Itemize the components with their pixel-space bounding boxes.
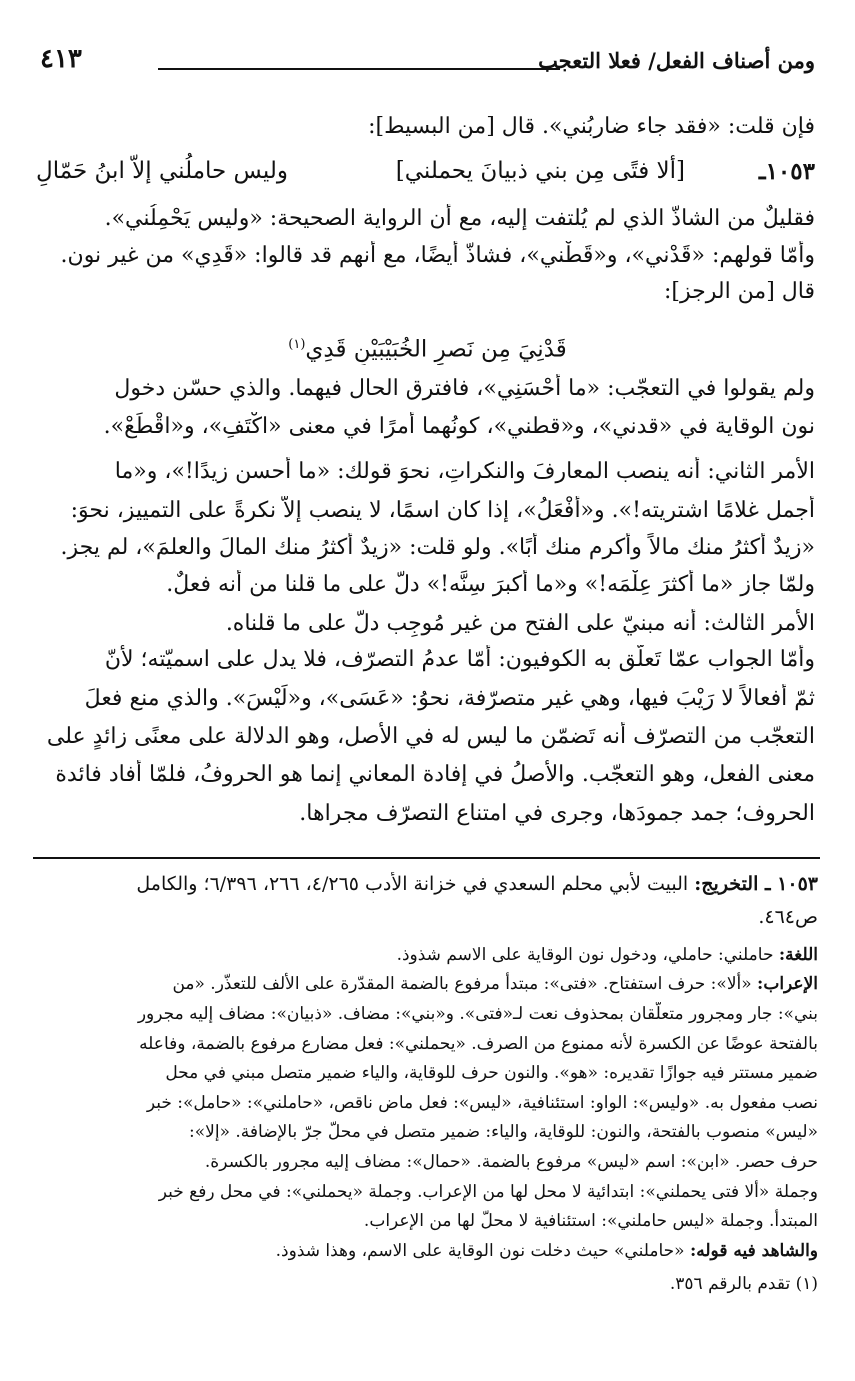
text-line: أجمل غلامًا اشتريته!». و«أفْعَلُ»، إذا كان اسمًا، لا ينصب إلاّ نكرةً على التمييز، نحوَ: xyxy=(70,498,815,523)
text-line: ثمّ أفعالاً لا رَيْبَ فيها، وهي غير متصرّفة، نحوُ: «عَسَى»، و«لَيْسَ». والذي منع فعلَ xyxy=(84,686,815,711)
text-line: وأمّا الجواب عمّا تَعلّق به الكوفيون: أمّا عدمُ التصرّف، فلا يدل على اسميّته؛ لأنّ xyxy=(104,647,815,672)
text-line: معنى الفعل، وهو التعجّب. والأصلُ في إفادة المعاني إنما هو الحروفُ، فلمّا أفاد فائدة xyxy=(55,762,815,787)
footnote-text: حاملني: حاملي، ودخول نون الوقاية على الاسم شذوذ. xyxy=(396,945,779,965)
footnote-rule xyxy=(33,857,820,859)
footnote-line: وجملة «ألا فتى يحملني»: ابتدائية لا محل لها من الإعراب. وجملة «يحملني»: في محل رفع خبر xyxy=(158,1182,818,1202)
text-line: ولمّا جاز «ما أكثرَ عِلْمَه!» و«ما أكبرَ سِنَّه!» دلّ على ما قلنا من أنه فعلٌ. xyxy=(166,572,815,597)
footnote-line: (١) تقدم بالرقم ٣٥٦. xyxy=(669,1274,818,1294)
page-number: ٤١٣ xyxy=(40,44,82,74)
verse-number: ١٠٥٣ـ xyxy=(758,158,815,185)
footnote-line: بالفتحة عوضًا عن الكسرة لأنه ممنوع من الصرف. «يحملني»: فعل مضارع مرفوع بالضمة، وفاعله xyxy=(139,1034,818,1054)
text-line: التعجّب من التصرّف أنه تَضمّن ما ليس له في الأصل، وهو الدلالة على معنًى زائدٍ على xyxy=(46,724,815,749)
footnote-line xyxy=(40,972,818,996)
footnote-label: والشاهد فيه قوله: xyxy=(689,1241,818,1261)
footnote-label: الإعراب: xyxy=(757,974,818,994)
text-line: فإن قلت: «فقد جاء ضاربُني». قال [من البسيط]: xyxy=(368,114,815,139)
footnote-line: بني»: جار ومجرور متعلّقان بمحذوف نعت لـ«فتى». و«بني»: مضاف. «ذبيان»: مضاف إليه مجرور xyxy=(137,1004,818,1024)
footnote-label: ١٠٥٣ ـ التخريج: xyxy=(694,873,818,895)
text-line: «زيدٌ أكثرُ منك مالاً وأكرم منك أبًا». ولو قلت: «زيدٌ أكثرُ منك المالَ والعلمَ»، لم يجز. xyxy=(60,535,815,560)
footnote-label: اللغة: xyxy=(778,945,818,965)
rajaz-verse-text: قَدْنِيَ مِن نَصرِ الخُبَيْبَيْنِ قَدِي xyxy=(305,336,567,363)
footnote-line: نصب مفعول به. «وليس»: الواو: استئنافية، «ليس»: فعل ماض ناقص، «حاملني»: «حامل»: خبر xyxy=(146,1093,818,1113)
footnote-line xyxy=(40,872,818,896)
footnote-line: ضمير مستتر فيه جوازًا تقديره: «هو». والنون حرف للوقاية، والياء ضمير متصل مبني في محل xyxy=(165,1063,818,1083)
footnote-line xyxy=(40,943,818,967)
text-line: فقليلٌ من الشاذّ الذي لم يُلتفت إليه، مع أن الرواية الصحيحة: «وليس يَحْمِلُني». xyxy=(104,206,815,231)
text-line: الأمر الثاني: أنه ينصب المعارفَ والنكراتِ، نحوَ قولك: «ما أحسن زيدًا!»، و«ما xyxy=(114,459,815,484)
footnote-line: المبتدأ. وجملة «ليس حاملني»: استئنافية لا محلّ لها من الإعراب. xyxy=(363,1211,818,1231)
footnote-text: «ألا»: حرف استفتاح. «فتى»: مبتدأ مرفوع بالضمة المقدّرة على الألف للتعذّر. «من xyxy=(172,974,758,994)
footnote-text: «حاملني» حيث دخلت نون الوقاية على الاسم، وهذا شذوذ. xyxy=(275,1241,690,1261)
text-line: قال [من الرجز]: xyxy=(664,279,815,304)
footnote-line: «ليس» منصوب بالفتحة، والنون: للوقاية، والياء: ضمير متصل في محلّ جرّ بالإضافة. «إلا»: xyxy=(189,1122,818,1142)
verse-hemistich-second: وليس حاملُني إلاّ ابنُ حَمّالِ xyxy=(36,158,288,184)
footnote-line: حرف حصر. «ابن»: اسم «ليس» مرفوع بالضمة. «حمال»: مضاف إليه مجرور بالكسرة. xyxy=(204,1152,818,1172)
text-line: وأمّا قولهم: «قَدْني»، و«قَطْني»، فشاذّ أيضًا، مع أنهم قد قالوا: «قَدِي» من غير نون. xyxy=(60,243,815,268)
footnote-line xyxy=(40,1239,818,1263)
text-line: الحروف؛ جمد جمودَها، وجرى في امتناع التصرّف مجراها. xyxy=(299,801,815,826)
verse-hemistich-first: [ألا فتًى مِن بني ذبيانَ يحملني] xyxy=(395,158,685,184)
text-line: الأمر الثالث: أنه مبنيّ على الفتح من غير مُوجِب دلّ على ما قلناه. xyxy=(225,611,815,636)
text-line: ولم يقولوا في التعجّب: «ما أحْسَنِي»، فافترق الحال فيهما. والذي حسّن دخول xyxy=(114,376,815,401)
header-rule xyxy=(158,68,560,70)
poetry-verse xyxy=(36,158,815,192)
chapter-title: ومن أصناف الفعل/ فعلا التعجب xyxy=(538,48,815,73)
footnote-line: ص٤٦٤. xyxy=(758,906,818,928)
running-header xyxy=(40,44,815,84)
rajaz-verse xyxy=(40,330,815,365)
text-line: نون الوقاية في «قدني»، و«قطني»، كونُهما أمرًا في معنى «اكْتَفِ»، و«اقْطَعْ». xyxy=(103,414,815,439)
footnote-ref: (١) xyxy=(288,337,306,352)
footnote-text: البيت لأبي محلم السعدي في خزانة الأدب ٤/٢٦٥، ٢٦٦، ٦/٣٩٦؛ والكامل xyxy=(136,873,695,895)
